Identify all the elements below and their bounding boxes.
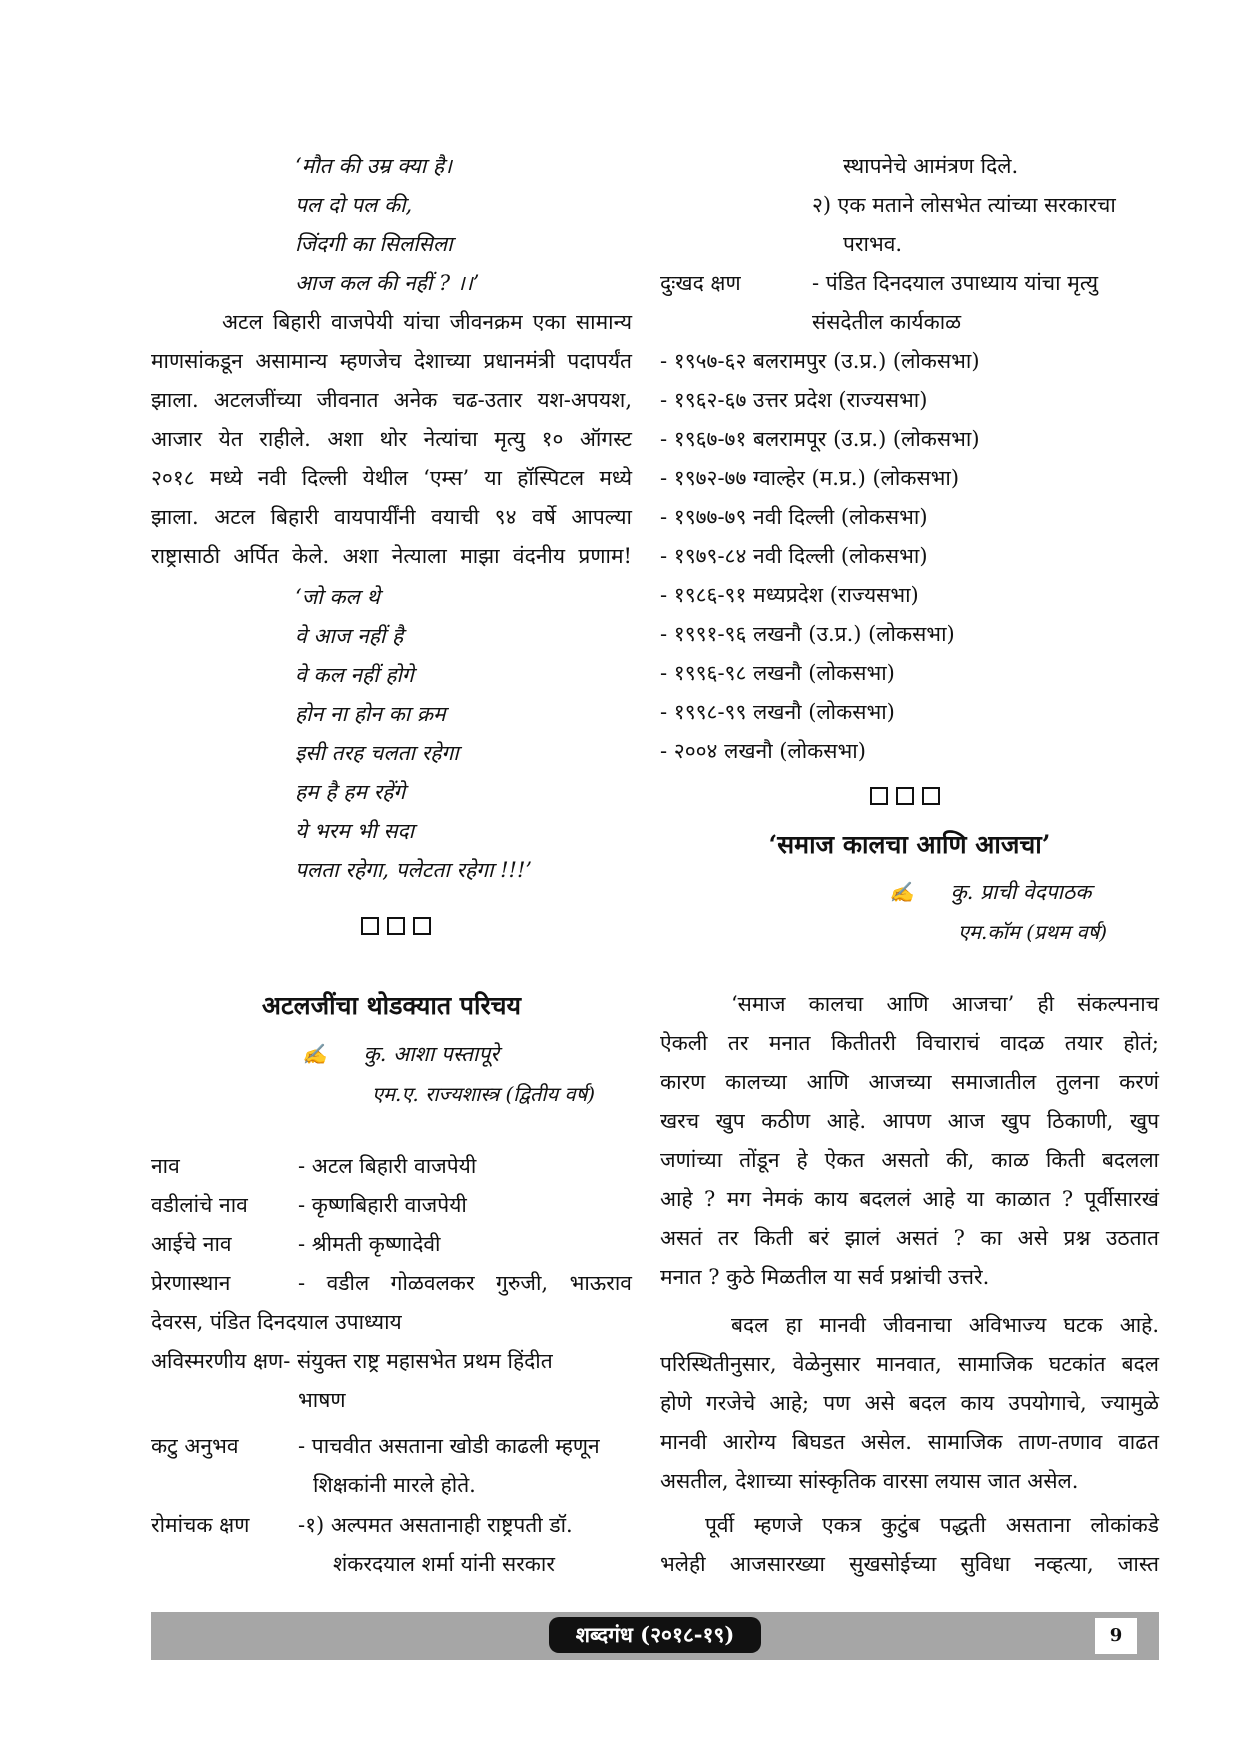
paragraph-line: मनात ? कुठे मिळतील या सर्व प्रश्नांची उत्तरे. <box>660 1265 990 1289</box>
paragraph-line: कारण कालच्या आणि आजच्या समाजातील तुलना करणं <box>660 1070 1159 1094</box>
paragraph-line: ऐकली तर मनात कितीतरी विचाराचं वादळ तयार होतं; <box>660 1031 1159 1055</box>
paragraph-line: ‘समाज कालचा आणि आजचा’ ही संकल्पनाच <box>731 992 1159 1016</box>
bio-label: प्रेरणास्थान <box>151 1271 231 1295</box>
paragraph-line: असतील, देशाच्या सांस्कृतिक वारसा लयास जात असेल. <box>660 1469 1079 1493</box>
paragraph-line: जणांच्या तोंडून हे ऐकत असतो की, काळ किती बदलला <box>660 1148 1159 1172</box>
bio-value: - पाचवीत असताना खोडी काढली म्हणून <box>298 1434 600 1458</box>
paragraph-line: आहे ? मग नेमकं काय बदललं आहे या काळात ? पूर्वीसारखं <box>660 1187 1159 1211</box>
bio-label: रोमांचक क्षण <box>151 1513 250 1537</box>
list-item: - २००४ लखनौ (लोकसभा) <box>660 739 866 763</box>
bio-value: -१) अल्पमत असतानाही राष्ट्रपती डॉ. <box>298 1513 573 1537</box>
poem-line: इसी तरह चलता रहेगा <box>295 741 459 765</box>
paragraph-line: आजार येत राहीले. अशा थोर नेत्यांचा मृत्यु १० ऑगस्ट <box>151 427 632 451</box>
paragraph-line: २०१८ मध्ये नवी दिल्ली येथील ‘एम्स’ या हॉस्पिटल मध्ये <box>151 466 632 490</box>
tenure-heading: संसदेतील कार्यकाळ <box>812 310 962 334</box>
list-item: - १९९६-९८ लखनौ (लोकसभा) <box>660 661 895 685</box>
paragraph-line: पूर्वी म्हणजे एकत्र कुटुंब पद्धती असताना लोकांकडे <box>705 1513 1159 1537</box>
list-item: - १९९१-९६ लखनौ (उ.प्र.) (लोकसभा) <box>660 622 955 646</box>
paragraph-line: खरच खुप कठीण आहे. आपण आज खुप ठिकाणी, खुप <box>660 1109 1159 1133</box>
paragraph-line: बदल हा मानवी जीवनाचा अविभाज्य घटक आहे. <box>731 1313 1159 1337</box>
bio-label: कटु अनुभव <box>151 1434 239 1458</box>
poem-line: ‘जो कल थे <box>295 585 380 609</box>
bio-value: अविस्मरणीय क्षण- संयुक्त राष्ट्र महासभेत प्रथम हिंदीत <box>151 1349 553 1373</box>
bio-section-title: अटलजींचा थोडक्यात परिचय <box>261 991 522 1020</box>
list-item: - १९७७-७९ नवी दिल्ली (लोकसभा) <box>660 505 928 529</box>
poem-line: ‘मौत की उम्र क्या है। <box>295 154 452 178</box>
bio-author-row <box>302 1040 499 1068</box>
poem-line: वे आज नहीं है <box>295 624 404 648</box>
continuation-line: पराभव. <box>843 232 903 256</box>
poem-line: ये भरम भी सदा <box>295 819 415 843</box>
footer-title: शब्दगंध (२०१८-१९) <box>549 1617 761 1653</box>
paragraph-line: माणसांकडून असामान्य म्हणजेच देशाच्या प्रधानमंत्री पदापर्यंत <box>151 349 632 373</box>
list-item: - १९७२-७७ ग्वाल्हेर (म.प्र.) (लोकसभा) <box>660 466 960 490</box>
bio-value: - वडील गोळवलकर गुरुजी, भाऊराव <box>298 1271 632 1295</box>
list-item: - १९५७-६२ बलरामपुर (उ.प्र.) (लोकसभा) <box>660 349 980 373</box>
poem-line: होन ना होन का क्रम <box>295 702 446 726</box>
page-number: 9 <box>1095 1618 1137 1654</box>
bio-label: नाव <box>151 1154 180 1178</box>
paragraph-line: राष्ट्रासाठी अर्पित केले. अशा नेत्याला माझा वंदनीय प्रणाम! <box>151 544 632 568</box>
poem-line: आज कल की नहीं ? ।।’ <box>295 271 480 295</box>
continuation-line: २) एक मताने लोसभेत त्यांच्या सरकारचा <box>812 193 1116 217</box>
article-title: ‘समाज कालचा आणि आजचा’ <box>768 830 1051 859</box>
bio-value-cont: शंकरदयाल शर्मा यांनी सरकार <box>333 1552 555 1576</box>
quill-pen-icon: ✍ <box>889 880 914 904</box>
continuation-line: स्थापनेचे आमंत्रण दिले. <box>843 154 1019 178</box>
poem-line: पल दो पल की, <box>295 193 413 217</box>
paragraph-line: झाला. अटलजींच्या जीवनात अनेक चढ-उतार यश-अपयश, <box>151 388 632 412</box>
list-item: - १९८६-९१ मध्यप्रदेश (राज्यसभा) <box>660 583 919 607</box>
bio-value-cont: शिक्षकांनी मारले होते. <box>313 1473 476 1497</box>
bio-value-cont: भाषण <box>298 1388 346 1412</box>
page-footer <box>151 1612 1159 1660</box>
paragraph-line: अटल बिहारी वाजपेयी यांचा जीवनक्रम एका सामान्य <box>222 310 632 334</box>
poem-line: जिंदगी का सिलसिला <box>295 232 453 256</box>
bio-value: - पंडित दिनदयाल उपाध्याय यांचा मृत्यु <box>812 271 1099 295</box>
bio-author-detail: एम.ए. राज्यशास्त्र (द्वितीय वर्ष) <box>372 1082 596 1106</box>
paragraph-line: झाला. अटल बिहारी वायपार्यींनी वयाची ९४ वर्षे आपल्या <box>151 505 632 529</box>
bio-value: - कृष्णबिहारी वाजपेयी <box>298 1193 467 1217</box>
bio-value: - अटल बिहारी वाजपेयी <box>298 1154 477 1178</box>
paragraph-line: असतं तर किती बरं झालं असतं ? का असे प्रश्न उठतात <box>660 1226 1159 1250</box>
bio-author: कु. आशा पस्तापूरे <box>363 1042 499 1066</box>
bio-label: दुःखद क्षण <box>660 271 741 295</box>
paragraph-line: परिस्थितीनुसार, वेळेनुसार मानवात, सामाजिक घटकांत बदल <box>660 1352 1159 1376</box>
article-author: कु. प्राची वेदपाठक <box>950 880 1092 904</box>
quill-pen-icon: ✍ <box>302 1042 327 1066</box>
paragraph-line: होणे गरजेचे आहे; पण असे बदल काय उपयोगाचे, ज्यामुळे <box>660 1391 1159 1415</box>
list-item: - १९७९-८४ नवी दिल्ली (लोकसभा) <box>660 544 928 568</box>
list-item: - १९९८-९९ लखनौ (लोकसभा) <box>660 700 895 724</box>
bio-value: - श्रीमती कृष्णादेवी <box>298 1232 441 1256</box>
section-divider-squares <box>357 916 435 940</box>
poem-line: पलता रहेगा, पलेटता रहेगा !!!’ <box>295 858 533 882</box>
bio-label: वडीलांचे नाव <box>151 1193 248 1217</box>
bio-label: आईचे नाव <box>151 1232 232 1256</box>
section-divider-squares <box>866 786 944 810</box>
paragraph-line: मानवी आरोग्य बिघडत असेल. सामाजिक ताण-तणाव वाढत <box>660 1430 1159 1454</box>
article-author-detail: एम.कॉम (प्रथम वर्ष) <box>958 920 1107 944</box>
poem-line: वे कल नहीं होगे <box>295 663 414 687</box>
list-item: - १९६२-६७ उत्तर प्रदेश (राज्यसभा) <box>660 388 928 412</box>
poem-line: हम है हम रहेंगे <box>295 780 406 804</box>
paragraph-line: भलेही आजसारख्या सुखसोईच्या सुविधा नव्हत्या, जास्त <box>660 1552 1159 1576</box>
article-title-wrap <box>660 827 1159 861</box>
article-author-row <box>889 878 1091 906</box>
bio-value-cont: देवरस, पंडित दिनदयाल उपाध्याय <box>151 1310 402 1334</box>
list-item: - १९६७-७१ बलरामपूर (उ.प्र.) (लोकसभा) <box>660 427 980 451</box>
